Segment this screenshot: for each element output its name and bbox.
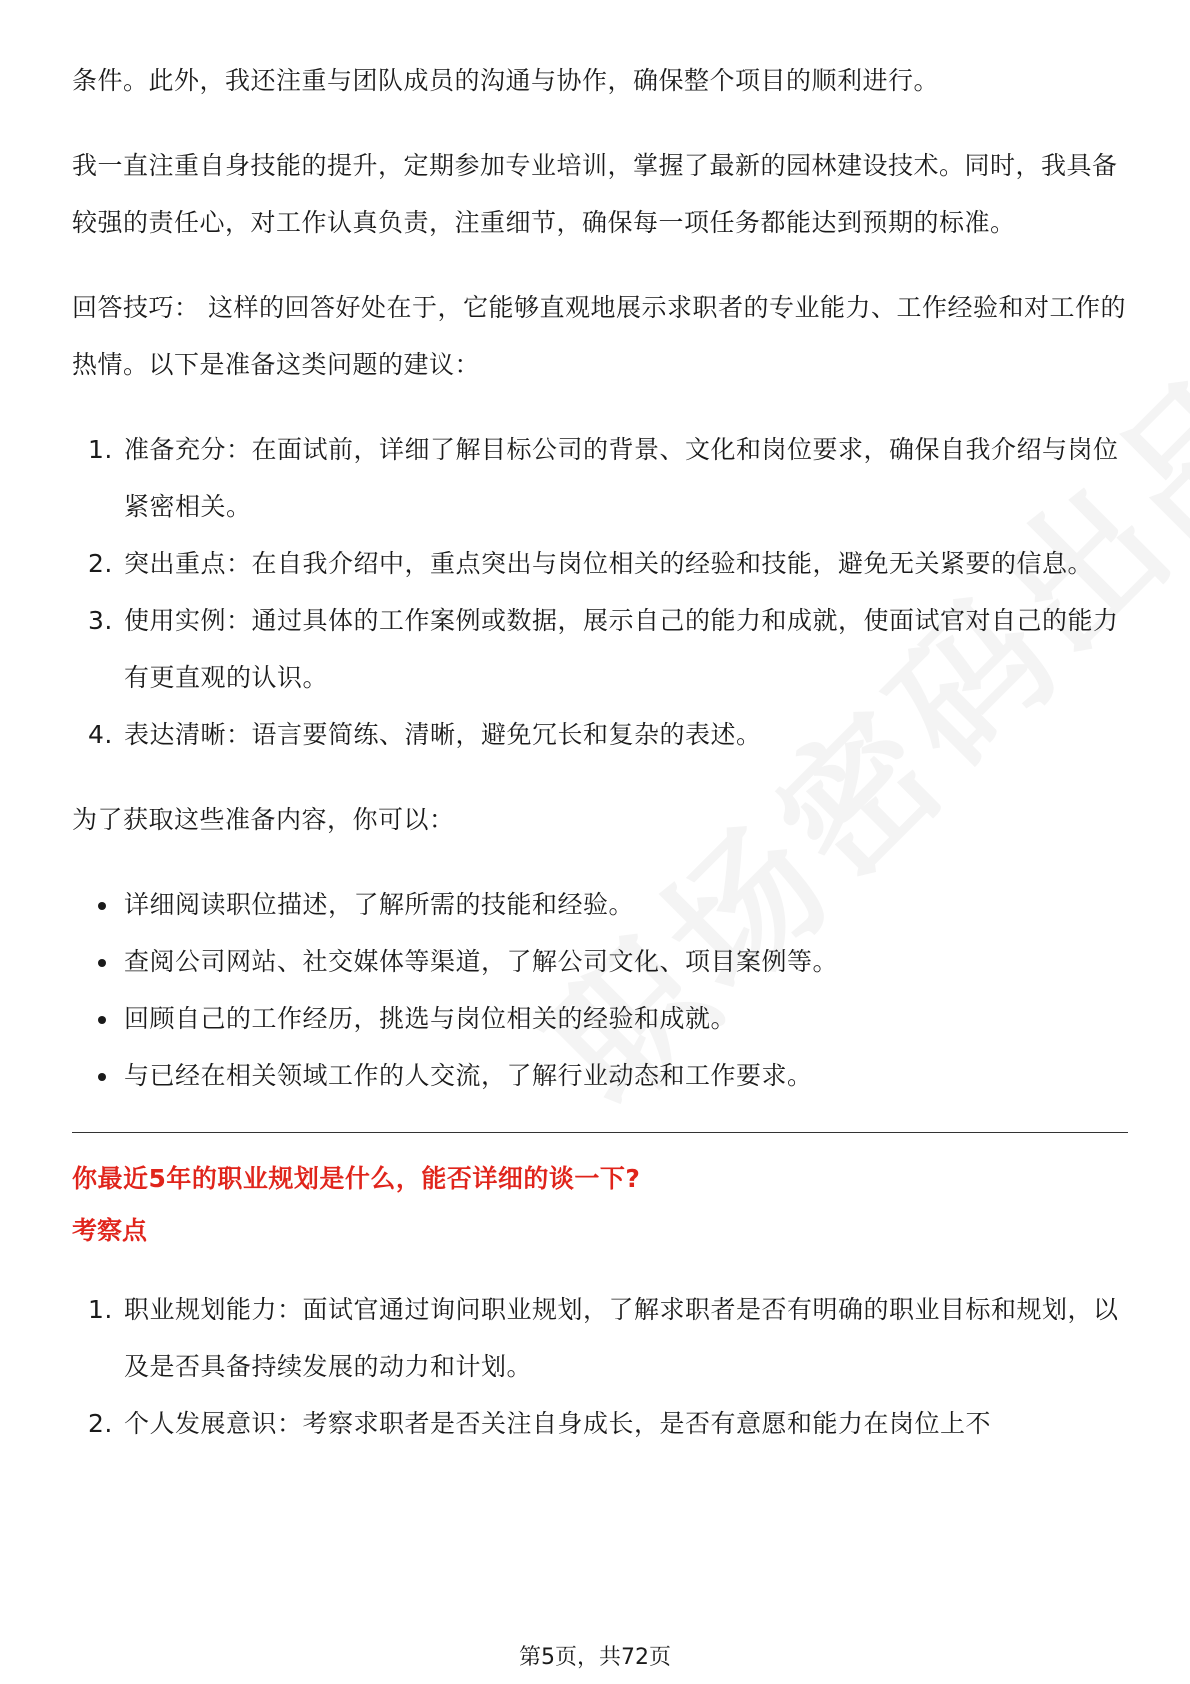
list-number: 2.: [88, 1409, 113, 1438]
list-number: 3.: [88, 606, 113, 635]
list-item: [72, 421, 1128, 535]
prep-list: [72, 876, 1128, 1104]
question-heading: 你最近5年的职业规划是什么，能否详细的谈一下?: [72, 1164, 641, 1193]
section-divider: [72, 1132, 1128, 1133]
list-item: [72, 706, 1128, 763]
bullet-icon: [98, 959, 106, 967]
paragraph-answer-tips: 回答技巧： 这样的回答好处在于，它能够直观地展示求职者的专业能力、工作经验和对工作的热情。以下是准备这类问题的建议：: [72, 293, 1126, 379]
bullet-icon: [98, 1016, 106, 1024]
list-number: 4.: [88, 720, 113, 749]
list-number: 1.: [88, 435, 113, 464]
tips-list: [72, 421, 1128, 763]
list-item-text: 突出重点：在自我介绍中，重点突出与岗位相关的经验和技能，避免无关紧要的信息。: [124, 549, 1094, 578]
document-page: [72, 52, 1128, 1480]
list-item: [72, 1395, 1128, 1452]
list-item-text: 表达清晰：语言要简练、清晰，避免冗长和复杂的表述。: [124, 720, 762, 749]
list-item-text: 准备充分：在面试前，详细了解目标公司的背景、文化和岗位要求，确保自我介绍与岗位紧密相关。: [124, 435, 1119, 521]
bullet-icon: [98, 902, 106, 910]
list-item-text: 回顾自己的工作经历，挑选与岗位相关的经验和成就。: [124, 1004, 737, 1033]
list-item-text: 详细阅读职位描述，了解所需的技能和经验。: [124, 890, 635, 919]
bullet-icon: [98, 1073, 106, 1081]
list-item-text: 职业规划能力：面试官通过询问职业规划，了解求职者是否有明确的职业目标和规划，以及是否具备持续发展的动力和计划。: [124, 1295, 1119, 1381]
list-item: [72, 1047, 1128, 1104]
prep-intro: 为了获取这些准备内容，你可以：: [72, 805, 455, 834]
list-item: [72, 1281, 1128, 1395]
list-item: [72, 535, 1128, 592]
list-item: [72, 933, 1128, 990]
list-item-text: 查阅公司网站、社交媒体等渠道，了解公司文化、项目案例等。: [124, 947, 839, 976]
list-number: 2.: [88, 549, 113, 578]
list-item-text: 使用实例：通过具体的工作案例或数据，展示自己的能力和成就，使面试官对自己的能力有更直观的认识。: [124, 606, 1119, 692]
page-footer: 第5页，共72页: [519, 1645, 671, 1670]
list-item: [72, 990, 1128, 1047]
paragraph-continuation: 条件。此外，我还注重与团队成员的沟通与协作，确保整个项目的顺利进行。: [72, 66, 940, 95]
list-item: [72, 876, 1128, 933]
list-number: 1.: [88, 1295, 113, 1324]
focus-list: [72, 1281, 1128, 1452]
list-item-text: 个人发展意识：考察求职者是否关注自身成长，是否有意愿和能力在岗位上不: [124, 1409, 992, 1438]
focus-heading: 考察点: [72, 1216, 148, 1245]
list-item-text: 与已经在相关领域工作的人交流，了解行业动态和工作要求。: [124, 1061, 813, 1090]
list-item: [72, 592, 1128, 706]
paragraph-skills: 我一直注重自身技能的提升，定期参加专业培训，掌握了最新的园林建设技术。同时，我具备较强的责任心，对工作认真负责，注重细节，确保每一项任务都能达到预期的标准。: [72, 151, 1118, 237]
